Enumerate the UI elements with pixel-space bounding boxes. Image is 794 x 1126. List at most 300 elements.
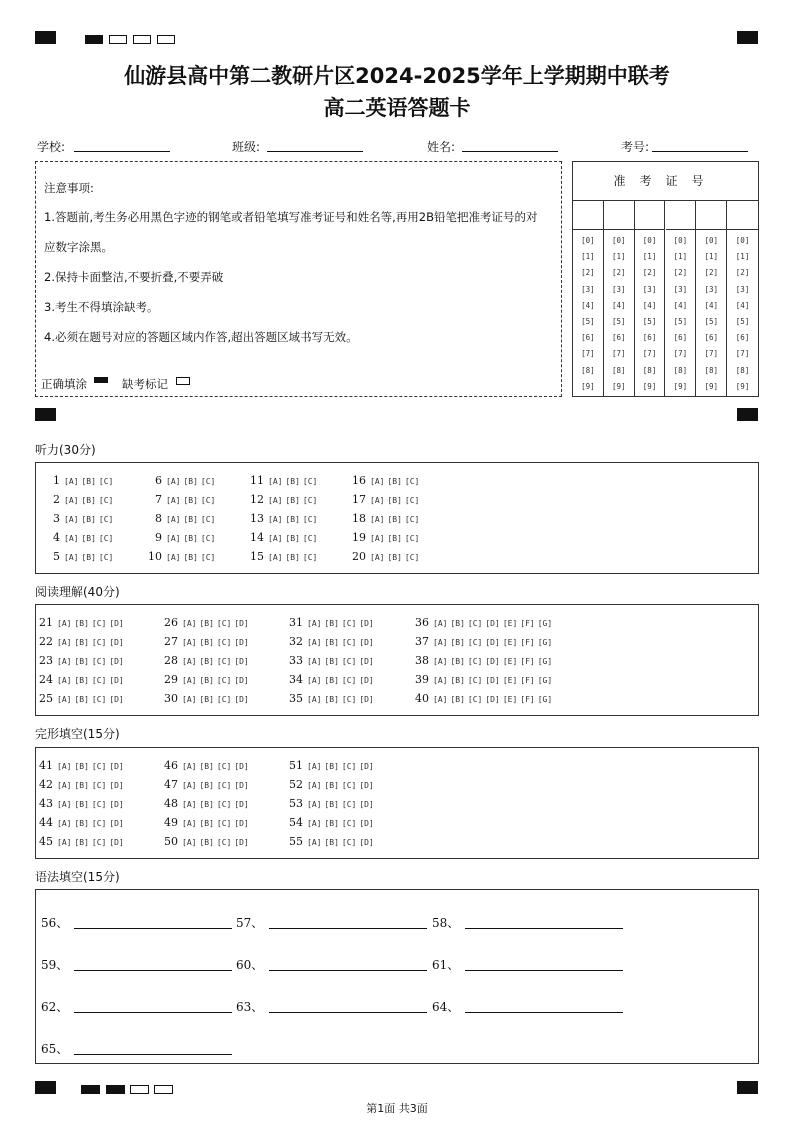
answer-bubble-c[interactable]: [C] xyxy=(404,496,420,505)
answer-bubble-a[interactable]: [A] xyxy=(182,819,197,828)
answer-bubble-a[interactable]: [A] xyxy=(307,781,322,790)
admission-digit-bubble[interactable]: [6] xyxy=(673,333,688,343)
admission-digit-bubble[interactable]: [4] xyxy=(611,300,626,310)
answer-bubble-a[interactable]: [A] xyxy=(433,657,448,666)
answer-bubble-c[interactable]: [C] xyxy=(216,819,232,828)
answer-bubble-a[interactable]: [A] xyxy=(433,695,448,704)
answer-bubble-b[interactable]: [B] xyxy=(74,695,89,704)
admission-digit-bubble[interactable]: [6] xyxy=(704,333,719,343)
answer-bubble-d[interactable]: [D] xyxy=(359,695,374,704)
answer-bubble-a[interactable]: [A] xyxy=(182,676,197,685)
answer-bubble-e[interactable]: [E] xyxy=(502,619,518,628)
admission-digit-write-cell[interactable] xyxy=(727,200,758,230)
admission-digit-bubble[interactable]: [4] xyxy=(673,300,688,310)
answer-bubble-d[interactable]: [D] xyxy=(485,657,500,666)
admission-digit-write-cell[interactable] xyxy=(666,200,697,230)
admission-digit-bubble[interactable]: [7] xyxy=(704,349,719,359)
admission-digit-bubble[interactable]: [0] xyxy=(581,236,595,245)
admission-digit-bubble[interactable]: [5] xyxy=(673,317,688,326)
answer-bubble-a[interactable]: [A] xyxy=(307,800,322,809)
answer-bubble-c[interactable]: [C] xyxy=(467,695,483,704)
answer-bubble-b[interactable]: [B] xyxy=(199,838,214,847)
answer-bubble-a[interactable]: [A] xyxy=(307,657,322,666)
admission-digit-bubble[interactable]: [0] xyxy=(735,236,750,245)
grammar-answer-line[interactable] xyxy=(269,970,427,971)
answer-bubble-b[interactable]: [B] xyxy=(81,515,96,524)
answer-bubble-b[interactable]: [B] xyxy=(324,638,339,647)
admission-digit-bubble[interactable]: [5] xyxy=(704,317,719,326)
answer-bubble-b[interactable]: [B] xyxy=(81,553,96,562)
grammar-answer-line[interactable] xyxy=(269,928,427,929)
answer-bubble-c[interactable]: [C] xyxy=(341,619,357,628)
admission-digit-bubble[interactable]: [9] xyxy=(673,381,688,391)
admission-digit-bubble[interactable]: [6] xyxy=(611,333,626,343)
answer-bubble-a[interactable]: [A] xyxy=(268,477,283,486)
absent-mark-checkbox[interactable] xyxy=(176,377,190,385)
answer-bubble-c[interactable]: [C] xyxy=(341,638,357,647)
answer-bubble-c[interactable]: [C] xyxy=(216,619,232,628)
answer-bubble-c[interactable]: [C] xyxy=(216,657,232,666)
answer-bubble-c[interactable]: [C] xyxy=(200,553,216,562)
answer-bubble-b[interactable]: [B] xyxy=(183,534,198,543)
answer-bubble-b[interactable]: [B] xyxy=(285,515,300,524)
answer-bubble-a[interactable]: [A] xyxy=(307,695,322,704)
answer-bubble-a[interactable]: [A] xyxy=(433,619,448,628)
answer-bubble-c[interactable]: [C] xyxy=(216,762,232,771)
question-number: 12 xyxy=(250,493,264,506)
admission-digit-bubble[interactable]: [3] xyxy=(611,284,626,294)
answer-bubble-b[interactable]: [B] xyxy=(285,534,300,543)
answer-bubble-b[interactable]: [B] xyxy=(387,515,402,524)
answer-bubble-a[interactable]: [A] xyxy=(166,553,181,562)
answer-bubble-c[interactable]: [C] xyxy=(98,477,114,486)
answer-bubble-a[interactable]: [A] xyxy=(182,657,197,666)
answer-bubble-f[interactable]: [F] xyxy=(520,657,535,666)
class-field[interactable] xyxy=(267,151,363,152)
answer-bubble-b[interactable]: [B] xyxy=(324,781,339,790)
answer-bubble-a[interactable]: [A] xyxy=(433,638,448,647)
answer-bubble-c[interactable]: [C] xyxy=(404,534,420,543)
answer-bubble-a[interactable]: [A] xyxy=(370,534,385,543)
answer-bubble-c[interactable]: [C] xyxy=(302,515,318,524)
answer-bubble-d[interactable]: [D] xyxy=(109,762,124,771)
answer-bubble-c[interactable]: [C] xyxy=(200,477,216,486)
answer-bubble-c[interactable]: [C] xyxy=(404,477,420,486)
admission-digit-write-cell[interactable] xyxy=(696,200,727,230)
admission-digit-bubble[interactable]: [1] xyxy=(673,252,688,262)
answer-bubble-b[interactable]: [B] xyxy=(450,676,465,685)
answer-bubble-a[interactable]: [A] xyxy=(64,553,79,562)
question-number: 37 xyxy=(415,635,429,648)
answer-bubble-c[interactable]: [C] xyxy=(467,657,483,666)
answer-bubble-c[interactable]: [C] xyxy=(302,534,318,543)
answer-bubble-b[interactable]: [B] xyxy=(324,838,339,847)
answer-bubble-d[interactable]: [D] xyxy=(359,619,374,628)
answer-bubble-b[interactable]: [B] xyxy=(74,619,89,628)
exam-number-field[interactable] xyxy=(652,151,748,152)
answer-bubble-a[interactable]: [A] xyxy=(182,638,197,647)
answer-bubble-c[interactable]: [C] xyxy=(302,477,318,486)
answer-bubble-b[interactable]: [B] xyxy=(183,553,198,562)
answer-bubble-d[interactable]: [D] xyxy=(109,638,124,647)
admission-digit-bubble[interactable]: [4] xyxy=(735,300,750,310)
answer-bubble-b[interactable]: [B] xyxy=(183,496,198,505)
answer-bubble-d[interactable]: [D] xyxy=(359,781,374,790)
answer-bubble-d[interactable]: [D] xyxy=(109,800,124,809)
admission-digit-bubble[interactable]: [8] xyxy=(642,365,657,375)
answer-bubble-g[interactable]: [G] xyxy=(537,695,553,704)
answer-bubble-e[interactable]: [E] xyxy=(502,657,518,666)
answer-bubble-d[interactable]: [D] xyxy=(234,619,249,628)
name-field[interactable] xyxy=(462,151,558,152)
answer-bubble-b[interactable]: [B] xyxy=(199,619,214,628)
answer-bubble-c[interactable]: [C] xyxy=(91,819,107,828)
answer-bubble-a[interactable]: [A] xyxy=(64,534,79,543)
answer-bubble-c[interactable]: [C] xyxy=(200,515,216,524)
answer-bubble-a[interactable]: [A] xyxy=(57,800,72,809)
answer-bubble-a[interactable]: [A] xyxy=(57,676,72,685)
answer-bubble-c[interactable]: [C] xyxy=(91,781,107,790)
answer-bubble-b[interactable]: [B] xyxy=(74,657,89,666)
answer-bubble-d[interactable]: [D] xyxy=(109,676,124,685)
answer-bubble-c[interactable]: [C] xyxy=(341,762,357,771)
answer-bubble-b[interactable]: [B] xyxy=(324,819,339,828)
answer-bubble-d[interactable]: [D] xyxy=(234,781,249,790)
answer-bubble-d[interactable]: [D] xyxy=(109,781,124,790)
answer-bubble-b[interactable]: [B] xyxy=(450,657,465,666)
admission-digit-bubble[interactable]: [3] xyxy=(704,284,719,294)
answer-bubble-d[interactable]: [D] xyxy=(234,838,249,847)
answer-bubble-d[interactable]: [D] xyxy=(109,657,124,666)
answer-bubble-c[interactable]: [C] xyxy=(216,800,232,809)
answer-bubble-a[interactable]: [A] xyxy=(57,819,72,828)
answer-bubble-a[interactable]: [A] xyxy=(57,638,72,647)
answer-bubble-a[interactable]: [A] xyxy=(307,838,322,847)
answer-bubble-d[interactable]: [D] xyxy=(234,676,249,685)
admission-digit-bubble[interactable]: [1] xyxy=(704,252,719,262)
answer-bubble-a[interactable]: [A] xyxy=(166,496,181,505)
grammar-answer-line[interactable] xyxy=(465,1012,623,1013)
answer-bubble-b[interactable]: [B] xyxy=(199,695,214,704)
answer-bubble-b[interactable]: [B] xyxy=(74,838,89,847)
answer-bubble-b[interactable]: [B] xyxy=(450,619,465,628)
answer-bubble-c[interactable]: [C] xyxy=(341,800,357,809)
answer-bubble-c[interactable]: [C] xyxy=(200,496,216,505)
answer-bubble-d[interactable]: [D] xyxy=(234,638,249,647)
admission-digit-bubble[interactable]: [9] xyxy=(704,381,719,391)
admission-digit-bubble[interactable]: [6] xyxy=(642,333,657,343)
answer-bubble-b[interactable]: [B] xyxy=(387,496,402,505)
answer-bubble-a[interactable]: [A] xyxy=(182,762,197,771)
answer-bubble-a[interactable]: [A] xyxy=(182,781,197,790)
admission-digit-bubble[interactable]: [7] xyxy=(642,349,657,359)
admission-digit-bubble[interactable]: [9] xyxy=(611,381,626,391)
answer-bubble-a[interactable]: [A] xyxy=(307,676,322,685)
admission-digit-bubble[interactable]: [2] xyxy=(611,268,626,278)
answer-bubble-c[interactable]: [C] xyxy=(216,638,232,647)
answer-bubble-d[interactable]: [D] xyxy=(359,638,374,647)
answer-bubble-a[interactable]: [A] xyxy=(166,534,181,543)
answer-bubble-b[interactable]: [B] xyxy=(324,800,339,809)
answer-bubble-c[interactable]: [C] xyxy=(341,838,357,847)
answer-bubble-c[interactable]: [C] xyxy=(216,838,232,847)
admission-digit-bubble[interactable]: [7] xyxy=(673,349,688,359)
answer-bubble-g[interactable]: [G] xyxy=(537,657,553,666)
answer-bubble-a[interactable]: [A] xyxy=(370,553,385,562)
answer-bubble-b[interactable]: [B] xyxy=(285,553,300,562)
answer-bubble-a[interactable]: [A] xyxy=(64,477,79,486)
school-field[interactable] xyxy=(74,151,170,152)
answer-bubble-b[interactable]: [B] xyxy=(387,553,402,562)
answer-bubble-a[interactable]: [A] xyxy=(307,762,322,771)
admission-digit-bubble[interactable]: [3] xyxy=(642,284,657,294)
answer-bubble-c[interactable]: [C] xyxy=(404,553,420,562)
answer-bubble-c[interactable]: [C] xyxy=(91,676,107,685)
answer-bubble-b[interactable]: [B] xyxy=(199,819,214,828)
answer-bubble-d[interactable]: [D] xyxy=(359,657,374,666)
answer-bubble-c[interactable]: [C] xyxy=(98,515,114,524)
answer-bubble-b[interactable]: [B] xyxy=(199,657,214,666)
answer-bubble-a[interactable]: [A] xyxy=(182,838,197,847)
answer-bubble-b[interactable]: [B] xyxy=(81,534,96,543)
answer-bubble-a[interactable]: [A] xyxy=(182,619,197,628)
answer-bubble-b[interactable]: [B] xyxy=(324,762,339,771)
answer-bubble-d[interactable]: [D] xyxy=(359,838,374,847)
admission-digit-bubble[interactable]: [4] xyxy=(581,300,595,310)
answer-bubble-b[interactable]: [B] xyxy=(74,800,89,809)
answer-bubble-b[interactable]: [B] xyxy=(74,762,89,771)
admission-digit-bubble[interactable]: [1] xyxy=(642,252,657,262)
answer-bubble-a[interactable]: [A] xyxy=(57,781,72,790)
answer-bubble-c[interactable]: [C] xyxy=(216,781,232,790)
admission-digit-bubble[interactable]: [9] xyxy=(581,381,595,391)
answer-bubble-d[interactable]: [D] xyxy=(485,619,500,628)
admission-digit-bubble[interactable]: [7] xyxy=(735,349,750,359)
answer-bubble-a[interactable]: [A] xyxy=(57,619,72,628)
admission-digit-bubble[interactable]: [2] xyxy=(642,268,657,278)
admission-digit-bubble[interactable]: [1] xyxy=(611,252,626,262)
answer-bubble-c[interactable]: [C] xyxy=(341,676,357,685)
answer-bubble-a[interactable]: [A] xyxy=(370,477,385,486)
answer-bubble-a[interactable]: [A] xyxy=(268,496,283,505)
admission-digit-bubble[interactable]: [8] xyxy=(704,365,719,375)
answer-bubble-d[interactable]: [D] xyxy=(234,819,249,828)
admission-digit-write-cell[interactable] xyxy=(635,200,666,230)
answer-bubble-c[interactable]: [C] xyxy=(98,496,114,505)
answer-bubble-a[interactable]: [A] xyxy=(64,515,79,524)
answer-bubble-b[interactable]: [B] xyxy=(183,477,198,486)
grammar-answer-line[interactable] xyxy=(269,1012,427,1013)
answer-bubble-a[interactable]: [A] xyxy=(370,496,385,505)
answer-bubble-g[interactable]: [G] xyxy=(537,619,553,628)
answer-bubble-b[interactable]: [B] xyxy=(387,477,402,486)
answer-bubble-a[interactable]: [A] xyxy=(307,819,322,828)
answer-bubble-a[interactable]: [A] xyxy=(166,515,181,524)
admission-digit-bubble[interactable]: [1] xyxy=(735,252,750,262)
answer-bubble-b[interactable]: [B] xyxy=(324,657,339,666)
answer-bubble-b[interactable]: [B] xyxy=(450,695,465,704)
answer-bubble-b[interactable]: [B] xyxy=(285,496,300,505)
answer-bubble-c[interactable]: [C] xyxy=(467,676,483,685)
answer-bubble-d[interactable]: [D] xyxy=(234,657,249,666)
answer-bubble-c[interactable]: [C] xyxy=(302,553,318,562)
answer-bubble-b[interactable]: [B] xyxy=(74,819,89,828)
admission-digit-bubble[interactable]: [5] xyxy=(642,317,657,326)
answer-bubble-c[interactable]: [C] xyxy=(98,553,114,562)
answer-bubble-c[interactable]: [C] xyxy=(467,638,483,647)
admission-digit-bubble[interactable]: [3] xyxy=(735,284,750,294)
admission-digit-bubble[interactable]: [0] xyxy=(673,236,688,245)
admission-digit-bubble[interactable]: [6] xyxy=(735,333,750,343)
admission-digit-bubble[interactable]: [7] xyxy=(581,349,595,359)
answer-bubble-c[interactable]: [C] xyxy=(404,515,420,524)
answer-bubble-d[interactable]: [D] xyxy=(234,800,249,809)
answer-bubble-b[interactable]: [B] xyxy=(199,762,214,771)
admission-digit-bubble[interactable]: [5] xyxy=(611,317,626,326)
answer-bubble-a[interactable]: [A] xyxy=(370,515,385,524)
answer-bubble-a[interactable]: [A] xyxy=(182,695,197,704)
admission-digit-bubble[interactable]: [2] xyxy=(735,268,750,278)
admission-digit-bubble[interactable]: [2] xyxy=(704,268,719,278)
answer-bubble-b[interactable]: [B] xyxy=(285,477,300,486)
answer-bubble-b[interactable]: [B] xyxy=(74,676,89,685)
grammar-answer-line[interactable] xyxy=(74,928,232,929)
admission-digit-bubble[interactable]: [3] xyxy=(581,284,595,294)
answer-bubble-b[interactable]: [B] xyxy=(81,477,96,486)
answer-bubble-d[interactable]: [D] xyxy=(109,619,124,628)
grammar-answer-line[interactable] xyxy=(74,970,232,971)
answer-bubble-d[interactable]: [D] xyxy=(109,695,124,704)
admission-digit-bubble[interactable]: [3] xyxy=(673,284,688,294)
admission-digit-bubble[interactable]: [1] xyxy=(581,252,595,262)
answer-bubble-b[interactable]: [B] xyxy=(199,676,214,685)
answer-bubble-a[interactable]: [A] xyxy=(182,800,197,809)
answer-bubble-a[interactable]: [A] xyxy=(57,838,72,847)
answer-bubble-a[interactable]: [A] xyxy=(307,638,322,647)
answer-bubble-b[interactable]: [B] xyxy=(199,781,214,790)
admission-digit-bubble[interactable]: [5] xyxy=(581,317,595,326)
answer-bubble-a[interactable]: [A] xyxy=(307,619,322,628)
answer-bubble-e[interactable]: [E] xyxy=(502,695,518,704)
admission-digit-bubble[interactable]: [0] xyxy=(611,236,626,245)
answer-bubble-c[interactable]: [C] xyxy=(91,657,107,666)
grammar-answer-line[interactable] xyxy=(74,1012,232,1013)
answer-bubble-c[interactable]: [C] xyxy=(91,762,107,771)
admission-digit-bubble[interactable]: [6] xyxy=(581,333,595,343)
answer-bubble-d[interactable]: [D] xyxy=(359,762,374,771)
admission-digit-write-cell[interactable] xyxy=(604,200,635,230)
admission-digit-bubble[interactable]: [9] xyxy=(735,381,750,391)
answer-bubble-c[interactable]: [C] xyxy=(91,800,107,809)
answer-bubble-b[interactable]: [B] xyxy=(387,534,402,543)
answer-bubble-d[interactable]: [D] xyxy=(234,695,249,704)
answer-bubble-b[interactable]: [B] xyxy=(199,638,214,647)
answer-bubble-a[interactable]: [A] xyxy=(57,657,72,666)
answer-bubble-f[interactable]: [F] xyxy=(520,619,535,628)
name-label: 姓名: xyxy=(427,140,456,154)
admission-digit-bubble[interactable]: [0] xyxy=(642,236,657,245)
answer-bubble-c[interactable]: [C] xyxy=(200,534,216,543)
answer-bubble-c[interactable]: [C] xyxy=(91,838,107,847)
answer-bubble-c[interactable]: [C] xyxy=(467,619,483,628)
answer-bubble-d[interactable]: [D] xyxy=(359,800,374,809)
admission-digit-bubble[interactable]: [7] xyxy=(611,349,626,359)
answer-bubble-a[interactable]: [A] xyxy=(268,534,283,543)
answer-bubble-c[interactable]: [C] xyxy=(341,819,357,828)
answer-bubble-a[interactable]: [A] xyxy=(64,496,79,505)
admission-digit-bubble[interactable]: [8] xyxy=(735,365,750,375)
answer-bubble-c[interactable]: [C] xyxy=(98,534,114,543)
admission-digit-bubble[interactable]: [0] xyxy=(704,236,719,245)
answer-bubble-b[interactable]: [B] xyxy=(183,515,198,524)
admission-digit-bubble[interactable]: [2] xyxy=(581,268,595,278)
answer-bubble-c[interactable]: [C] xyxy=(91,619,107,628)
answer-bubble-f[interactable]: [F] xyxy=(520,638,535,647)
answer-bubble-d[interactable]: [D] xyxy=(485,695,500,704)
answer-bubble-a[interactable]: [A] xyxy=(268,515,283,524)
answer-bubble-c[interactable]: [C] xyxy=(302,496,318,505)
answer-bubble-c[interactable]: [C] xyxy=(91,695,107,704)
admission-digit-bubble[interactable]: [4] xyxy=(642,300,657,310)
answer-bubble-d[interactable]: [D] xyxy=(485,676,500,685)
answer-bubble-c[interactable]: [C] xyxy=(341,657,357,666)
admission-digit-bubble[interactable]: [8] xyxy=(673,365,688,375)
answer-bubble-g[interactable]: [G] xyxy=(537,638,553,647)
admission-digit-bubble[interactable]: [5] xyxy=(735,317,750,326)
answer-bubble-d[interactable]: [D] xyxy=(109,819,124,828)
answer-bubble-e[interactable]: [E] xyxy=(502,638,518,647)
admission-digit-bubble[interactable]: [9] xyxy=(642,381,657,391)
answer-bubble-c[interactable]: [C] xyxy=(341,695,357,704)
answer-bubble-a[interactable]: [A] xyxy=(166,477,181,486)
answer-bubble-b[interactable]: [B] xyxy=(324,695,339,704)
question-number: 26 xyxy=(164,616,178,629)
admission-digit-bubble[interactable]: [8] xyxy=(611,365,626,375)
answer-bubble-b[interactable]: [B] xyxy=(324,676,339,685)
admission-digit-bubble[interactable]: [2] xyxy=(673,268,688,278)
grammar-answer-line[interactable] xyxy=(465,928,623,929)
answer-bubble-d[interactable]: [D] xyxy=(359,819,374,828)
answer-bubble-f[interactable]: [F] xyxy=(520,695,535,704)
answer-bubble-c[interactable]: [C] xyxy=(91,638,107,647)
answer-bubble-b[interactable]: [B] xyxy=(81,496,96,505)
answer-bubble-a[interactable]: [A] xyxy=(433,676,448,685)
answer-bubble-b[interactable]: [B] xyxy=(324,619,339,628)
admission-digit-bubble[interactable]: [8] xyxy=(581,365,595,375)
admission-digit-write-cell[interactable] xyxy=(573,200,604,230)
admission-digit-bubble[interactable]: [4] xyxy=(704,300,719,310)
answer-bubble-a[interactable]: [A] xyxy=(57,695,72,704)
answer-bubble-d[interactable]: [D] xyxy=(109,838,124,847)
answer-bubble-a[interactable]: [A] xyxy=(57,762,72,771)
answer-bubble-d[interactable]: [D] xyxy=(359,676,374,685)
answer-bubble-e[interactable]: [E] xyxy=(502,676,518,685)
answer-bubble-b[interactable]: [B] xyxy=(450,638,465,647)
answer-bubble-b[interactable]: [B] xyxy=(74,781,89,790)
grammar-answer-line[interactable] xyxy=(74,1054,232,1055)
answer-bubble-d[interactable]: [D] xyxy=(234,762,249,771)
answer-bubble-c[interactable]: [C] xyxy=(216,695,232,704)
answer-bubble-f[interactable]: [F] xyxy=(520,676,535,685)
answer-bubble-c[interactable]: [C] xyxy=(341,781,357,790)
answer-bubble-a[interactable]: [A] xyxy=(268,553,283,562)
grammar-answer-line[interactable] xyxy=(465,970,623,971)
answer-bubble-b[interactable]: [B] xyxy=(199,800,214,809)
answer-bubble-c[interactable]: [C] xyxy=(216,676,232,685)
answer-bubble-g[interactable]: [G] xyxy=(537,676,553,685)
answer-bubble-b[interactable]: [B] xyxy=(74,638,89,647)
answer-bubble-d[interactable]: [D] xyxy=(485,638,500,647)
